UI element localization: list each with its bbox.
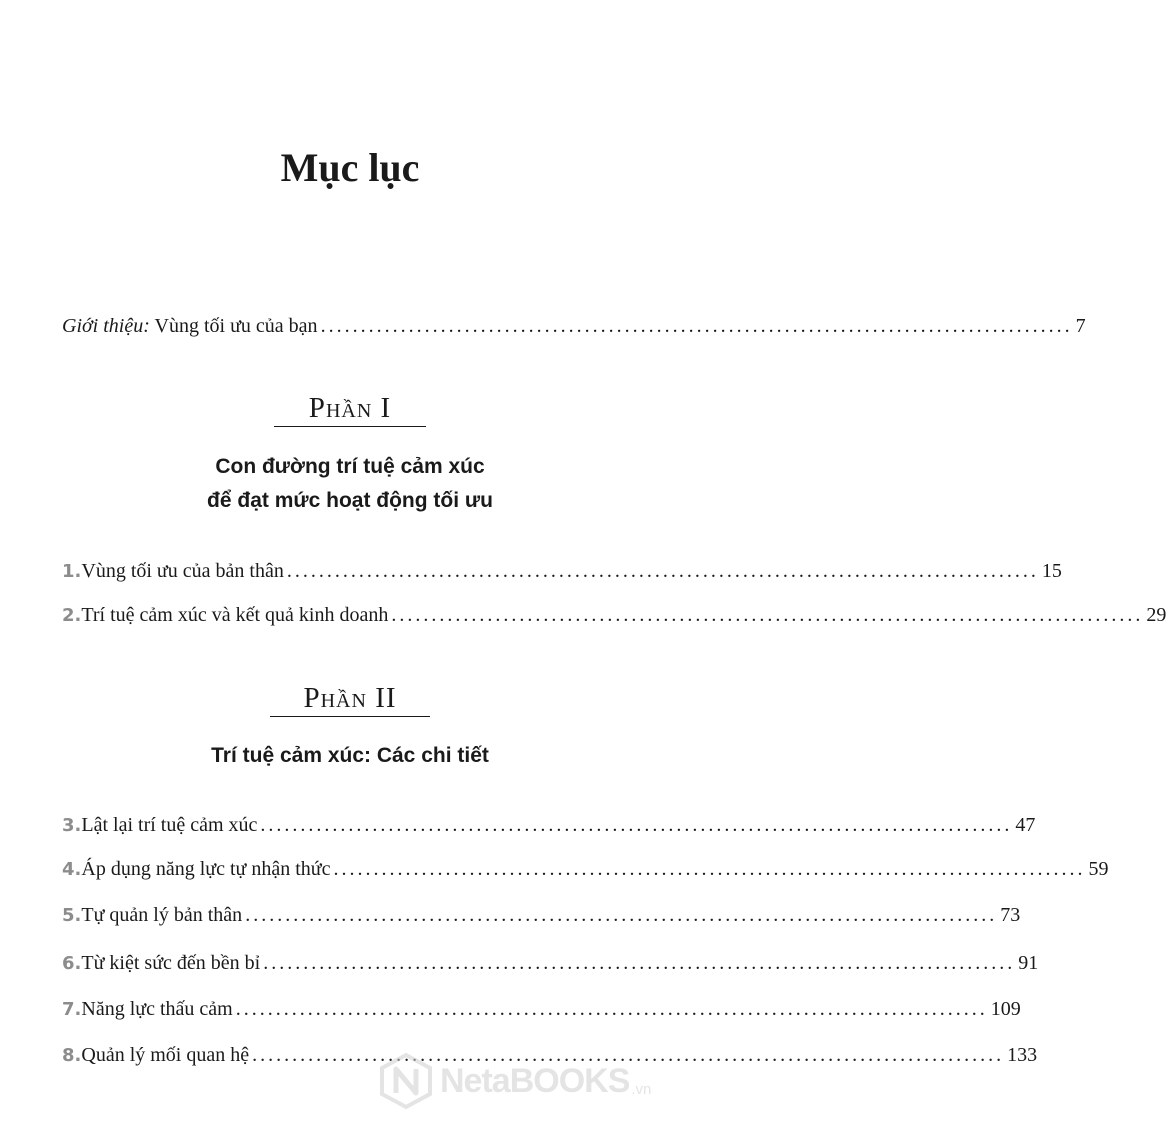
chapter-page-number: 15 xyxy=(1041,560,1062,582)
chapter-page-number: 133 xyxy=(1007,1044,1038,1066)
toc-entry-chapter-7[interactable] xyxy=(62,995,1021,1024)
chapter-number: 6. xyxy=(62,953,82,974)
dot-leader: .............................................................................................. xyxy=(286,560,1039,582)
chapter-number: 2. xyxy=(62,605,82,626)
chapter-number: 8. xyxy=(62,1045,82,1066)
toc-entry-chapter-5[interactable] xyxy=(62,901,1021,930)
dot-leader: .............................................................................................. xyxy=(320,315,1073,337)
chapter-number: 3. xyxy=(62,815,82,836)
chapter-title: Năng lực thấu cảm xyxy=(81,998,233,1020)
chapter-title: Từ kiệt sức đến bền bỉ xyxy=(81,952,261,974)
chapter-page-number: 109 xyxy=(990,998,1021,1020)
chapter-title: Vùng tối ưu của bản thân xyxy=(81,560,284,582)
toc-entry-chapter-6[interactable] xyxy=(62,949,1039,978)
chapter-number: 5. xyxy=(62,905,82,926)
toc-entry-chapter-1[interactable] xyxy=(62,557,1062,586)
part-1-label: Phần I xyxy=(308,392,392,424)
dot-leader: .............................................................................................. xyxy=(245,904,998,926)
part-2-heading: Trí tuệ cảm xúc: Các chi tiết xyxy=(211,744,489,767)
toc-entry-chapter-4[interactable] xyxy=(62,855,1109,884)
chapter-title: Quản lý mối quan hệ xyxy=(81,1044,250,1066)
part-2-label: Phần II xyxy=(303,682,397,714)
intro-label: Giới thiệu: xyxy=(62,315,150,337)
watermark-suffix: .vn xyxy=(631,1081,652,1098)
watermark-brand: NetaBOOKS xyxy=(440,1061,630,1100)
chapter-page-number: 73 xyxy=(1000,904,1021,926)
part-1-heading-line-1: Con đường trí tuệ cảm xúc xyxy=(215,455,485,478)
chapter-number: 4. xyxy=(62,859,82,880)
dot-leader: .............................................................................................. xyxy=(333,858,1086,880)
chapter-title: Trí tuệ cảm xúc và kết quả kinh doanh xyxy=(81,604,389,626)
intro-page-number: 7 xyxy=(1075,315,1086,337)
toc-entry-chapter-3[interactable] xyxy=(62,811,1036,840)
part-1-heading-line-2: để đạt mức hoạt động tối ưu xyxy=(207,489,493,512)
chapter-page-number: 29 xyxy=(1146,604,1166,626)
chapter-title: Áp dụng năng lực tự nhận thức xyxy=(81,858,331,880)
chapter-title: Tự quản lý bản thân xyxy=(81,904,243,926)
chapter-title: Lật lại trí tuệ cảm xúc xyxy=(81,814,258,836)
toc-entry-chapter-2[interactable] xyxy=(62,601,1166,630)
dot-leader: .............................................................................................. xyxy=(391,604,1144,626)
toc-entry-intro[interactable] xyxy=(62,312,1086,340)
part-1-rule xyxy=(274,426,426,427)
chapter-number: 1. xyxy=(62,561,82,582)
chapter-page-number: 59 xyxy=(1088,858,1109,880)
dot-leader: .............................................................................................. xyxy=(235,998,988,1020)
dot-leader: .............................................................................................. xyxy=(263,952,1016,974)
chapter-page-number: 91 xyxy=(1018,952,1039,974)
dot-leader: .............................................................................................. xyxy=(260,814,1013,836)
chapter-page-number: 47 xyxy=(1015,814,1036,836)
part-2-rule xyxy=(270,716,430,717)
netabooks-logo-icon xyxy=(378,1053,434,1109)
netabooks-watermark xyxy=(378,1048,690,1114)
page-title: Mục lục xyxy=(280,145,420,190)
chapter-number: 7. xyxy=(62,999,82,1020)
intro-title: Vùng tối ưu của bạn xyxy=(154,315,318,337)
dot-leader: .............................................................................................. xyxy=(252,1044,1005,1066)
